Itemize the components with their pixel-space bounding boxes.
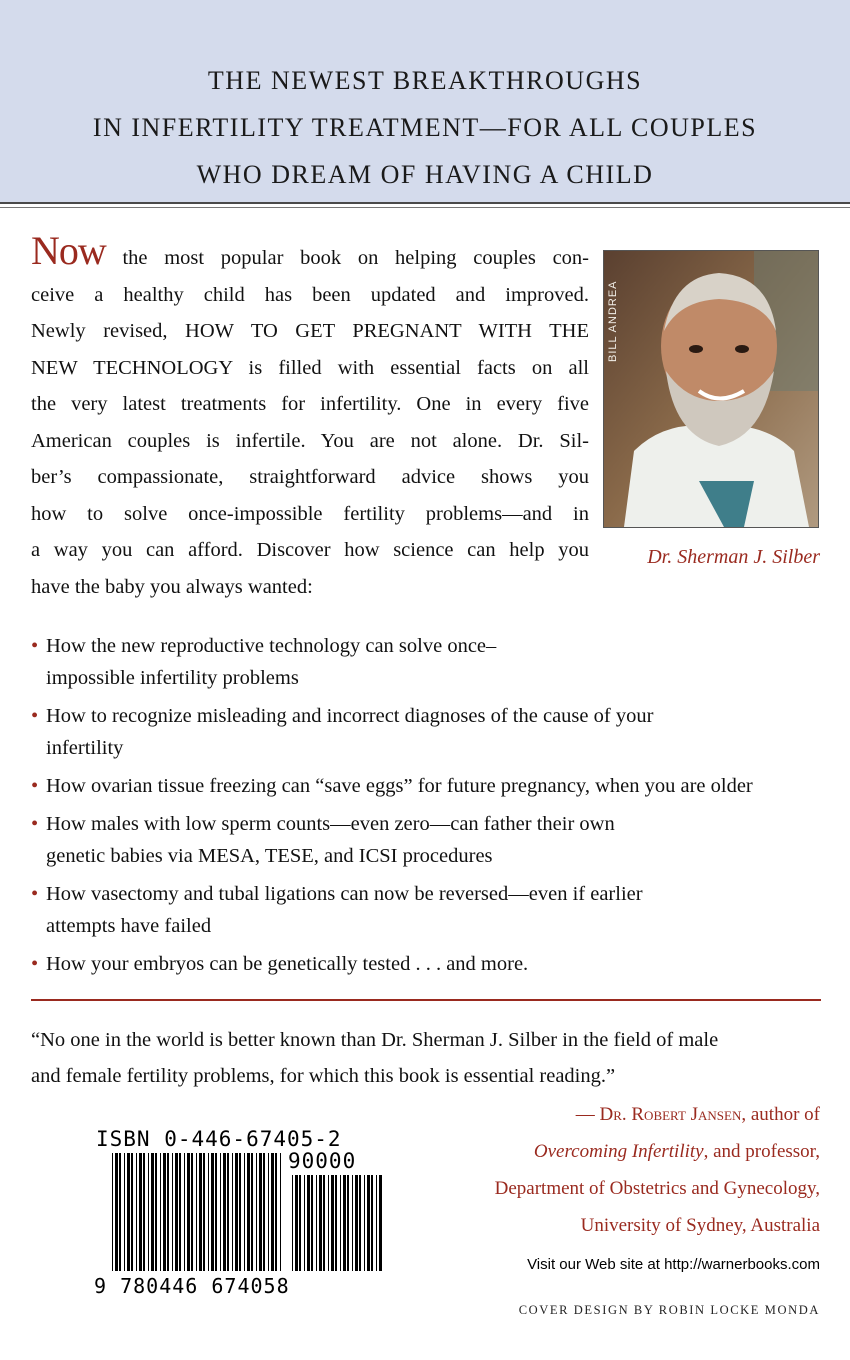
drop-word-now: Now [31,228,106,273]
barcode-bar [208,1153,209,1271]
intro-line-5: the very latest treatments for infertility. One in every five [31,393,589,415]
barcode-bar [307,1175,310,1271]
barcode-bar [239,1153,241,1271]
list-item: • How the new reproductive technology can solve once– impossible infertility problems [31,630,831,694]
header-band [0,0,850,202]
isbn-barcode [92,1128,388,1298]
endorsement-quote [31,1022,821,1094]
bullet-icon: • [31,883,39,905]
section-divider [31,999,821,1001]
intro-line-1: Now the most popular book on helping couples con- [31,228,589,273]
barcode-bar [244,1153,245,1271]
barcode-bar [127,1153,130,1271]
list-item: • How males with low sperm counts—even zero—can father their own genetic babies via MESA, TESE, and ICSI procedures [31,808,831,872]
barcode-bar [271,1153,274,1271]
barcode-bar [184,1153,185,1271]
barcode-bar [232,1153,233,1271]
barcode-bar [331,1175,334,1271]
barcode-bar [319,1175,322,1271]
barcode-bar [367,1175,370,1271]
barcode-bar [151,1153,154,1271]
bullet-icon: • [31,705,39,727]
barcode-bar [371,1175,373,1271]
attribution-line-2: Overcoming Infertility, and professor, [533,1141,820,1162]
intro-line-4: NEW TECHNOLOGY is filled with essential facts on all [31,356,589,379]
barcode-bar [191,1153,193,1271]
barcode-bar [304,1175,305,1271]
isbn-text: ISBN 0-446-67405-2 [96,1128,342,1151]
barcode-bar [259,1153,262,1271]
barcode-bar [220,1153,221,1271]
website-line: Visit our Web site at http://warnerbooks.com [527,1256,820,1273]
ean-number: 9 780446 674058 [94,1274,290,1298]
barcode-bar [359,1175,361,1271]
barcode-bar [376,1175,377,1271]
barcode-bar [172,1153,173,1271]
barcode-bar [223,1153,226,1271]
barcode-bar [131,1153,133,1271]
header-line-1: THE NEWEST BREAKTHROUGHS [207,66,643,95]
attribution-line-1: — Dr. Robert Jansen, author of [575,1104,820,1125]
cover-credit: COVER DESIGN BY ROBIN LOCKE MONDA [518,1303,820,1317]
barcode-bar [292,1175,293,1271]
author-portrait-icon [604,251,818,527]
barcode-bar [235,1153,238,1271]
barcode-bar [139,1153,142,1271]
barcode-bar [256,1153,257,1271]
quote-line-1: “No one in the world is better known than Dr. Sherman J. Silber in the field of male [31,1029,719,1051]
intro-line-8: how to solve once-impossible fertility problems—and in [31,502,589,525]
barcode-bar [364,1175,365,1271]
bullet-icon: • [31,953,39,975]
intro-line-10: have the baby you always wanted: [31,575,313,598]
list-item: • How vasectomy and tubal ligations can now be reversed—even if earlier attempts have failed [31,878,831,942]
barcode-bar [187,1153,190,1271]
barcode-bar [316,1175,317,1271]
barcode-bar [167,1153,169,1271]
attribution-line-3: Department of Obstetrics and Gynecology, [494,1178,820,1199]
barcode-bar [119,1153,121,1271]
barcode-bar [311,1175,313,1271]
barcode-bar [124,1153,125,1271]
intro-line-7: ber’s compassionate, straightforward advice shows you [31,466,589,488]
price-code: 90000 [288,1149,357,1173]
barcode-bar [299,1175,301,1271]
header-rule [0,202,850,204]
list-item: • How ovarian tissue freezing can “save eggs” for future pregnancy, when you are older [31,770,831,802]
intro-line-9: a way you can afford. Discover how science can help you [31,539,589,561]
barcode-bar [328,1175,329,1271]
bullet-icon: • [31,775,39,797]
barcode-bar [215,1153,217,1271]
barcode-bar [280,1153,281,1271]
barcode-bar [179,1153,181,1271]
barcode-bar [115,1153,118,1271]
barcode-bar [163,1153,166,1271]
barcode-bar [155,1153,157,1271]
barcode-bar [340,1175,341,1271]
header-line-3: WHO DREAM OF HAVING A CHILD [196,160,654,189]
author-photo [603,250,819,528]
barcode-bar [143,1153,145,1271]
barcode-bar [295,1175,298,1271]
barcode-bar [268,1153,269,1271]
list-item: • How your embryos can be genetically tested . . . and more. [31,948,831,980]
intro-line-6: American couples is infertile. You are not alone. Dr. Sil- [31,429,589,452]
barcode-bar [227,1153,229,1271]
attribution-book: Overcoming Infertility [533,1141,704,1162]
barcode-bar [160,1153,161,1271]
quote-line-2: and female fertility problems, for which this book is essential reading.” [31,1065,616,1087]
quote-attribution [400,1096,820,1244]
barcode-bar [203,1153,205,1271]
attribution-line-4: University of Sydney, Australia [580,1215,820,1236]
bullet-icon: • [31,813,39,835]
barcode-bar [175,1153,178,1271]
intro-line-3: Newly revised, HOW TO GET PREGNANT WITH THE [31,320,589,342]
intro-paragraph [31,228,589,605]
barcode-bar [275,1153,277,1271]
barcode-bar [251,1153,253,1271]
header-rule-thin [0,207,850,208]
barcode-bar [148,1153,149,1271]
list-item: • How to recognize misleading and incorrect diagnoses of the cause of your infertility [31,700,831,764]
barcode-bar [112,1153,113,1271]
barcode-bar [196,1153,197,1271]
barcode-bar [247,1153,250,1271]
barcode-bar [347,1175,349,1271]
bullet-icon: • [31,635,39,657]
photo-credit: BILL ANDREA [607,280,619,362]
barcode-bar [343,1175,346,1271]
barcode-bar [379,1175,382,1271]
barcode-bar [323,1175,325,1271]
attribution-name: Dr. Robert Jansen [599,1104,742,1125]
barcode-bar [335,1175,337,1271]
intro-line-2: ceive a healthy child has been updated and improved. [31,283,589,306]
barcode-bar [136,1153,137,1271]
header-line-2: IN INFERTILITY TREATMENT—FOR ALL COUPLES [92,113,758,142]
barcode-bar [352,1175,353,1271]
bullet-list [31,630,831,986]
barcode-bar [263,1153,265,1271]
barcode-bar [355,1175,358,1271]
barcode-bar [199,1153,202,1271]
barcode-bar [211,1153,214,1271]
photo-caption: Dr. Sherman J. Silber [647,546,820,568]
